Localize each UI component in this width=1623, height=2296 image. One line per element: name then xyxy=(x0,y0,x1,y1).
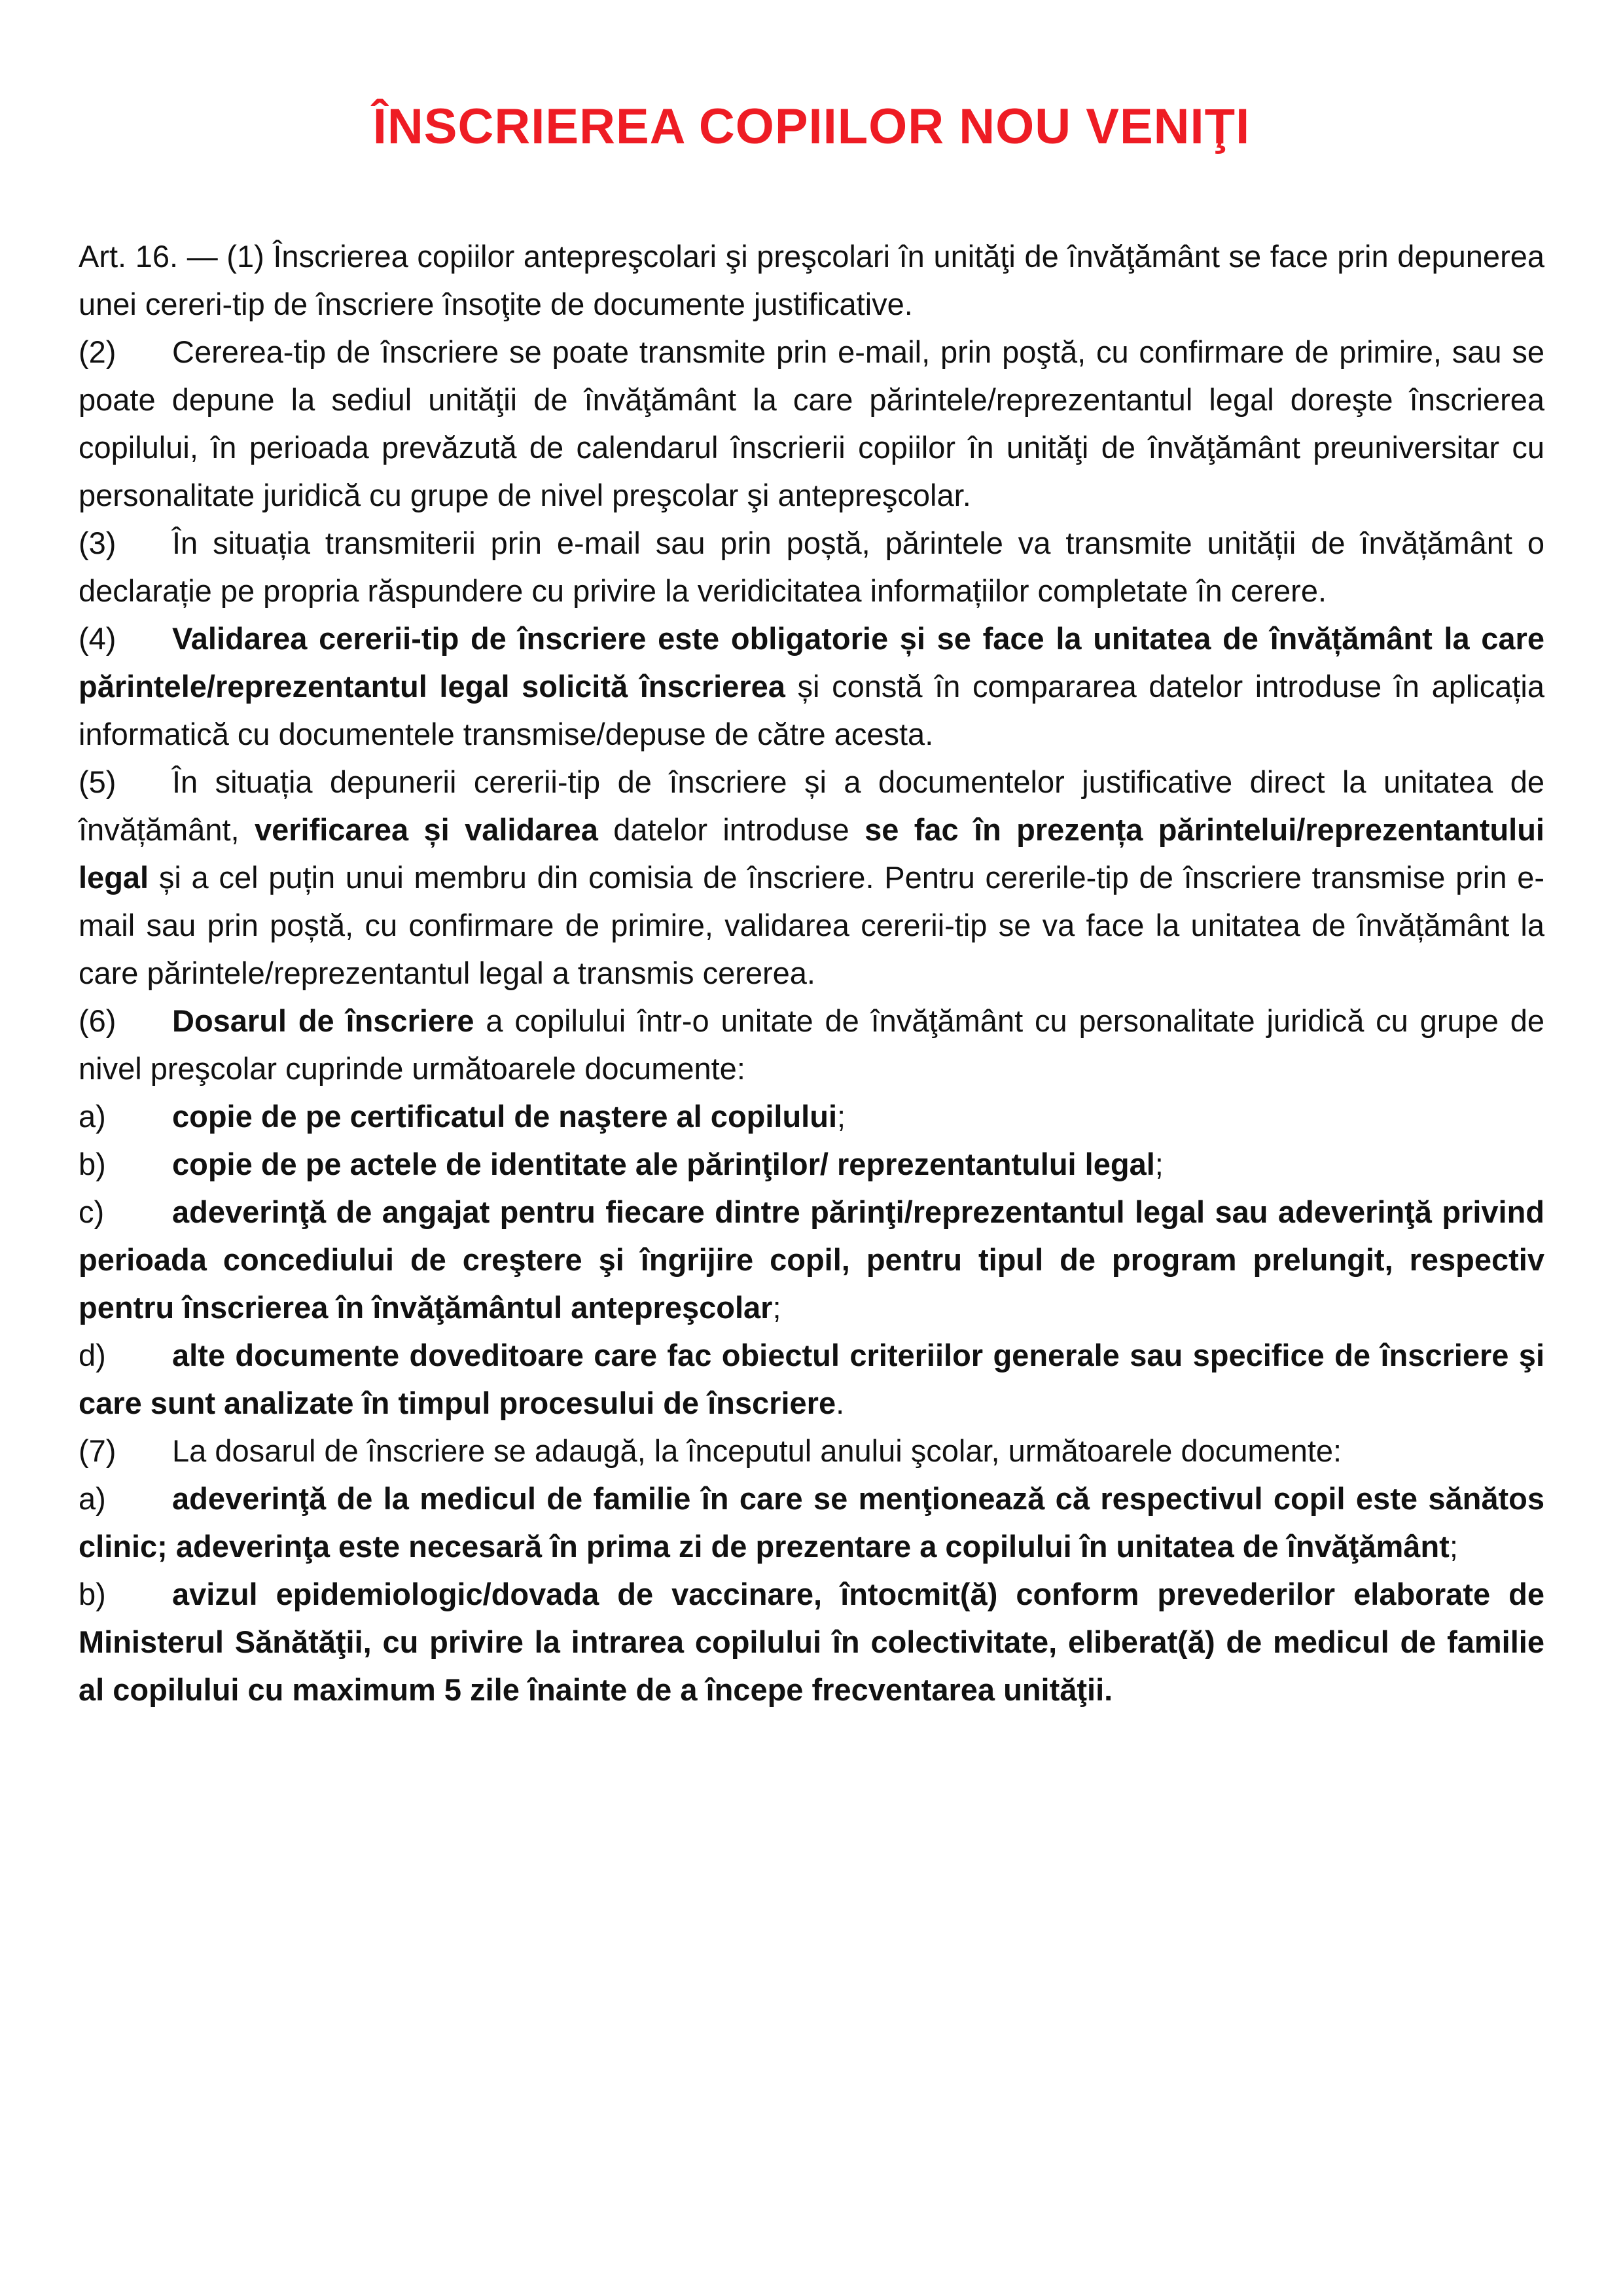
paragraph-number: (6) xyxy=(79,1003,116,1038)
paragraph-number: b) xyxy=(79,1577,106,1611)
page-title: ÎNSCRIEREA COPIILOR NOU VENIŢI xyxy=(372,99,1251,154)
paragraph-number: (2) xyxy=(79,334,116,369)
paragraph-number: a) xyxy=(79,1099,106,1134)
paragraph xyxy=(79,615,1544,758)
bold-text: verificarea și validarea xyxy=(254,812,598,847)
paragraph xyxy=(79,328,1544,519)
bold-text: adeverinţă de la medicul de familie în care se menţionează că respectivul copil este sănătos clinic; adeverinţa este necesară în prima zi de prezentare a copilului în unitatea de învăţământ xyxy=(79,1481,1544,1564)
bold-text: Validarea cererii-tip de înscriere este obligatorie și se face la unitatea de învățământ la care părintele/reprezentantul legal solicită înscrierea xyxy=(79,621,1544,704)
paragraph xyxy=(79,1092,1544,1140)
bold-text: Dosarul de înscriere xyxy=(172,1003,474,1038)
paragraph-number: (7) xyxy=(79,1433,116,1468)
paragraph-text: ; xyxy=(837,1099,846,1134)
paragraph-number: b) xyxy=(79,1147,106,1181)
paragraph xyxy=(79,1188,1544,1331)
paragraph xyxy=(79,1140,1544,1188)
bold-text: avizul epidemiologic/dovada de vaccinare, întocmit(ă) conform prevederilor elaborate de Ministerul Sănătăţii, cu privire la intrarea copilului în colectivitate, eliberat(ă) de medicul de familie al copilului cu maximum 5 zile înainte de a începe frecventarea unităţii. xyxy=(79,1577,1544,1707)
document-page xyxy=(79,98,1544,1713)
paragraph-text: În situația depunerii cererii-tip de înscriere și a documentelor justificative direct la unitatea de învățământ, xyxy=(79,764,1544,847)
paragraph-text: ; xyxy=(772,1290,781,1325)
bold-text: copie de pe certificatul de naştere al copilului xyxy=(172,1099,838,1134)
paragraph-text: În situația transmiterii prin e-mail sau prin poștă, părintele va transmite unității de învățământ o declarație pe propria răspundere cu privire la veridicitatea informațiilor completate în cerere. xyxy=(79,526,1544,608)
bold-text: adeverinţă de angajat pentru fiecare dintre părinţi/reprezentantul legal sau adeverinţă privind perioada concediului de creştere şi îngrijire copil, pentru tipul de program prelungit, respectiv pentru înscrierea în învăţământul antepreşcolar xyxy=(79,1194,1544,1325)
paragraph-number: d) xyxy=(79,1338,106,1372)
bold-text: alte documente doveditoare care fac obiectul criteriilor generale sau specifice de înscriere şi care sunt analizate în timpul procesului de înscriere xyxy=(79,1338,1544,1420)
paragraph-text: și constă în compararea datelor introduse în aplicația informatică cu documentele transmise/depuse de către acesta. xyxy=(79,669,1545,751)
paragraph xyxy=(79,232,1544,328)
bold-text: copie de pe actele de identitate ale părinţilor/ reprezentantului legal xyxy=(172,1147,1155,1181)
paragraph-number: (4) xyxy=(79,621,116,656)
paragraph xyxy=(79,519,1544,615)
paragraph-text: . xyxy=(836,1386,845,1420)
paragraph xyxy=(79,758,1544,997)
paragraph xyxy=(79,1570,1544,1713)
paragraph-text: Art. 16. — (1) Înscrierea copiilor antepreşcolari şi preşcolari în unităţi de învăţământ se face prin depunerea unei cereri-tip de înscriere însoţite de documente justificative. xyxy=(79,239,1544,321)
paragraph-text: Cererea-tip de înscriere se poate transmite prin e-mail, prin poştă, cu confirmare de primire, sau se poate depune la sediul unităţii de învăţământ la care părintele/reprezentantul legal doreşte înscrierea copilului, în perioada prevăzută de calendarul înscrierii copiilor în unităţi de învăţământ preuniversitar cu personalitate juridică cu grupe de nivel preşcolar şi antepreşcolar. xyxy=(79,334,1544,512)
paragraph xyxy=(79,1331,1544,1427)
paragraph-number: c) xyxy=(79,1194,105,1229)
paragraph-text: datelor introduse xyxy=(597,812,865,847)
paragraph-text: și a cel puțin unui membru din comisia de înscriere. Pentru cererile-tip de înscriere transmise prin e-mail sau prin poștă, cu confirmare de primire, validarea cererii-tip se va face la unitatea de învățământ la care părintele/reprezentantul legal a transmis cererea. xyxy=(79,860,1544,990)
paragraph-text: a copilului într-o unitate de învăţământ cu personalitate juridică cu grupe de nivel preşcolar cuprinde următoarele documente: xyxy=(79,1003,1544,1086)
paragraph xyxy=(79,1427,1544,1475)
paragraph-number: a) xyxy=(79,1481,106,1516)
paragraph xyxy=(79,1475,1544,1570)
bold-text: se fac în prezența părintelui/reprezentantului legal xyxy=(79,812,1544,895)
paragraph-text: ; xyxy=(1154,1147,1164,1181)
paragraph xyxy=(79,997,1544,1092)
paragraph-text: ; xyxy=(1449,1529,1458,1564)
paragraph-number: (5) xyxy=(79,764,116,799)
article-body xyxy=(79,232,1544,1713)
paragraph-text: La dosarul de înscriere se adaugă, la începutul anului şcolar, următoarele documente: xyxy=(172,1433,1342,1468)
paragraph-number: (3) xyxy=(79,526,116,560)
